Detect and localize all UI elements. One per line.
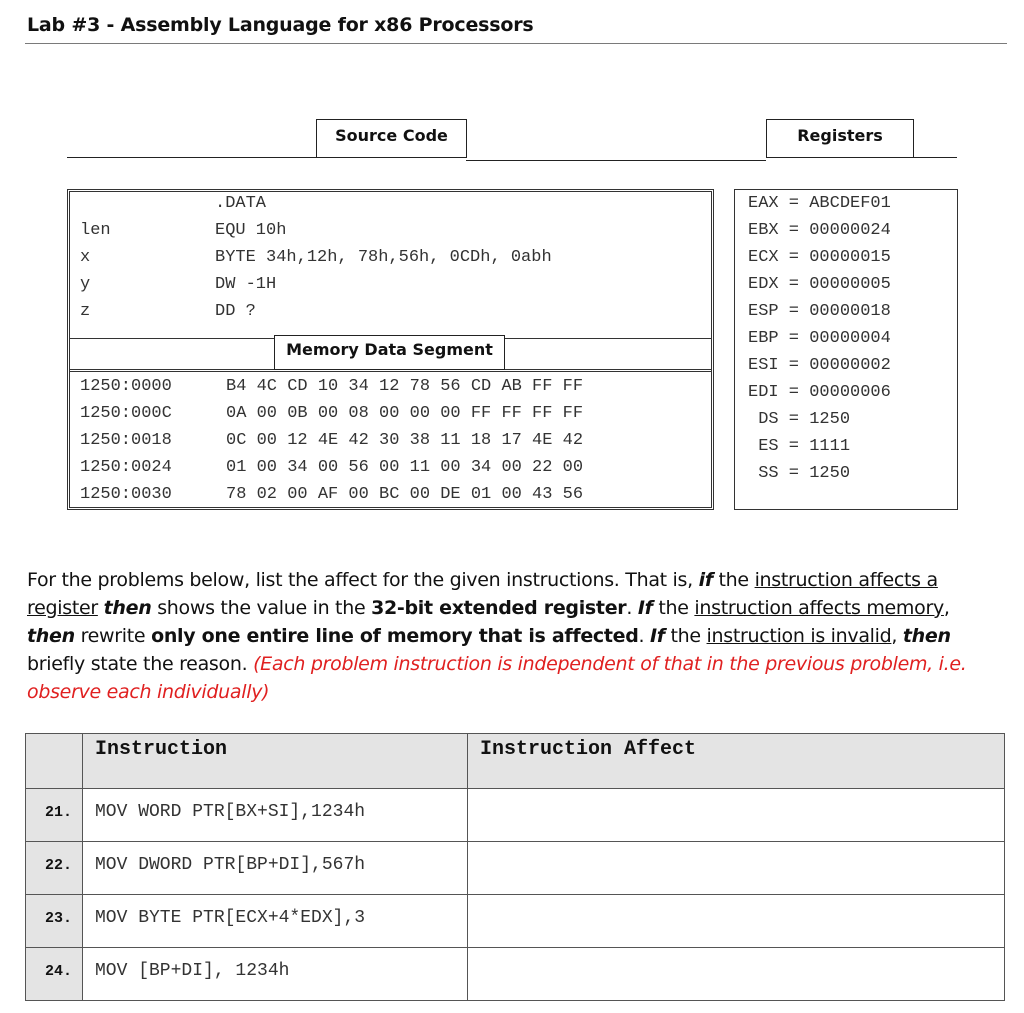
register-value: 00000006 [809,383,891,402]
problem-affect-cell[interactable] [468,948,1005,1001]
instr-text: For the problems below, list the affect for the given instructions. That is, [27,569,699,591]
source-code: DD ? [215,302,256,321]
register-name: ESP [748,302,779,321]
instr-then: then [103,597,152,619]
register-name: SS [748,464,779,483]
source-code: BYTE 34h,12h, 78h,56h, 0CDh, 0abh [215,248,552,267]
header-line-middle [466,160,766,161]
register-name: ECX [748,248,779,267]
memory-address: 1250:0030 [80,485,172,504]
register-value: 00000005 [809,275,891,294]
instr-text: . [638,625,651,647]
instruction-column-header: Instruction [83,734,468,789]
instr-text: shows the value in the [151,597,372,619]
header-line-left [67,157,317,158]
header-line-right [913,157,957,158]
source-code: DW -1H [215,275,277,294]
register-value: 1250 [809,410,851,429]
table-row [26,895,1005,948]
table-row [26,842,1005,895]
register-row: ES = 1111 [748,437,851,456]
instr-text: briefly state the reason. [27,653,254,675]
instr-text: the [652,597,695,619]
memory-row [80,454,705,481]
source-label: y [80,275,91,294]
registers-block [748,190,948,487]
source-code-block [80,190,700,325]
register-value: 00000024 [809,221,891,240]
instr-text: , [891,625,903,647]
memory-row [80,373,705,400]
affect-column-header: Instruction Affect [468,734,1005,789]
table-row [26,948,1005,1001]
register-value: 00000002 [809,356,891,375]
source-line [80,190,700,217]
instr-text: the [664,625,707,647]
source-line [80,217,700,244]
problem-instruction: MOV BYTE PTR[ECX+4*EDX],3 [83,895,468,948]
memory-row [80,481,705,508]
memory-bytes: 78 02 00 AF 00 BC 00 DE 01 00 43 56 [226,485,584,504]
instr-underline: instruction is invalid [706,625,892,647]
register-row: EDI = 00000006 [748,383,891,402]
lab-title: Lab #3 - Assembly Language for x86 Processors [27,14,534,36]
source-line [80,244,700,271]
problem-number: 23. [26,895,83,948]
register-row: ECX = 00000015 [748,248,891,267]
instr-bold: only one entire line of memory that is affected [151,625,639,647]
problem-instruction: MOV WORD PTR[BX+SI],1234h [83,789,468,842]
register-name: ESI [748,356,779,375]
title-divider [25,43,1007,44]
register-name: ES [748,437,779,456]
source-code: .DATA [215,194,267,213]
register-name: EDX [748,275,779,294]
register-row: EAX = ABCDEF01 [748,194,891,213]
register-name: EDI [748,383,779,402]
memory-header-line-right [504,338,712,339]
instr-underline: instruction affects memory [694,597,944,619]
memory-block [80,373,705,508]
problem-number: 22. [26,842,83,895]
register-row: EBX = 00000024 [748,221,891,240]
instr-note: (Each problem instruction is independent of that in the previous problem, i.e. observe each individually) [27,653,967,703]
memory-address: 1250:0000 [80,377,172,396]
source-line [80,298,700,325]
register-row: ESP = 00000018 [748,302,891,321]
instr-then: then [27,625,75,647]
register-name: EAX [748,194,779,213]
instr-then: then [902,625,951,647]
source-code: EQU 10h [215,221,287,240]
source-label: len [80,221,111,240]
table-header-row [26,734,1005,789]
register-name: EBX [748,221,779,240]
memory-bytes: 0C 00 12 4E 42 30 38 11 18 17 4E 42 [226,431,584,450]
problem-affect-cell[interactable] [468,842,1005,895]
memory-segment-header: Memory Data Segment [274,335,505,370]
memory-address: 1250:000C [80,404,172,423]
instr-text: the [712,569,755,591]
table-row [26,789,1005,842]
problem-instruction: MOV DWORD PTR[BP+DI],567h [83,842,468,895]
memory-address: 1250:0018 [80,431,172,450]
register-value: 00000004 [809,329,891,348]
instr-if: if [698,569,713,591]
memory-bytes: 01 00 34 00 56 00 11 00 34 00 22 00 [226,458,584,477]
problem-affect-cell[interactable] [468,895,1005,948]
register-row: DS = 1250 [748,410,851,429]
instr-text: . [626,597,638,619]
instr-text: , [943,597,950,619]
source-code-header: Source Code [316,119,467,158]
instr-if: If [637,597,653,619]
instr-bold: 32-bit extended register [371,597,627,619]
memory-row [80,427,705,454]
instr-underline: instruction affects a register [27,569,938,619]
register-row: SS = 1250 [748,464,851,483]
table-corner-cell [26,734,83,789]
register-value: 00000015 [809,248,891,267]
memory-header-line-left [69,338,275,339]
source-line [80,271,700,298]
problem-instruction: MOV [BP+DI], 1234h [83,948,468,1001]
problem-table [25,733,1005,1001]
register-value: 1250 [809,464,851,483]
memory-bytes: B4 4C CD 10 34 12 78 56 CD AB FF FF [226,377,584,396]
register-name: EBP [748,329,779,348]
instr-if: If [650,625,665,647]
problem-number: 21. [26,789,83,842]
memory-bytes: 0A 00 0B 00 08 00 00 00 FF FF FF FF [226,404,584,423]
instructions-paragraph [27,566,987,706]
memory-row [80,400,705,427]
problem-number: 24. [26,948,83,1001]
instr-text: rewrite [74,625,152,647]
register-name: DS [748,410,779,429]
problem-affect-cell[interactable] [468,789,1005,842]
source-label: x [80,248,91,267]
register-value: 00000018 [809,302,891,321]
register-value: ABCDEF01 [809,194,891,213]
register-row: EBP = 00000004 [748,329,891,348]
source-label: z [80,302,91,321]
registers-header: Registers [766,119,914,158]
memory-address: 1250:0024 [80,458,172,477]
register-row: ESI = 00000002 [748,356,891,375]
register-row: EDX = 00000005 [748,275,891,294]
register-value: 1111 [809,437,851,456]
